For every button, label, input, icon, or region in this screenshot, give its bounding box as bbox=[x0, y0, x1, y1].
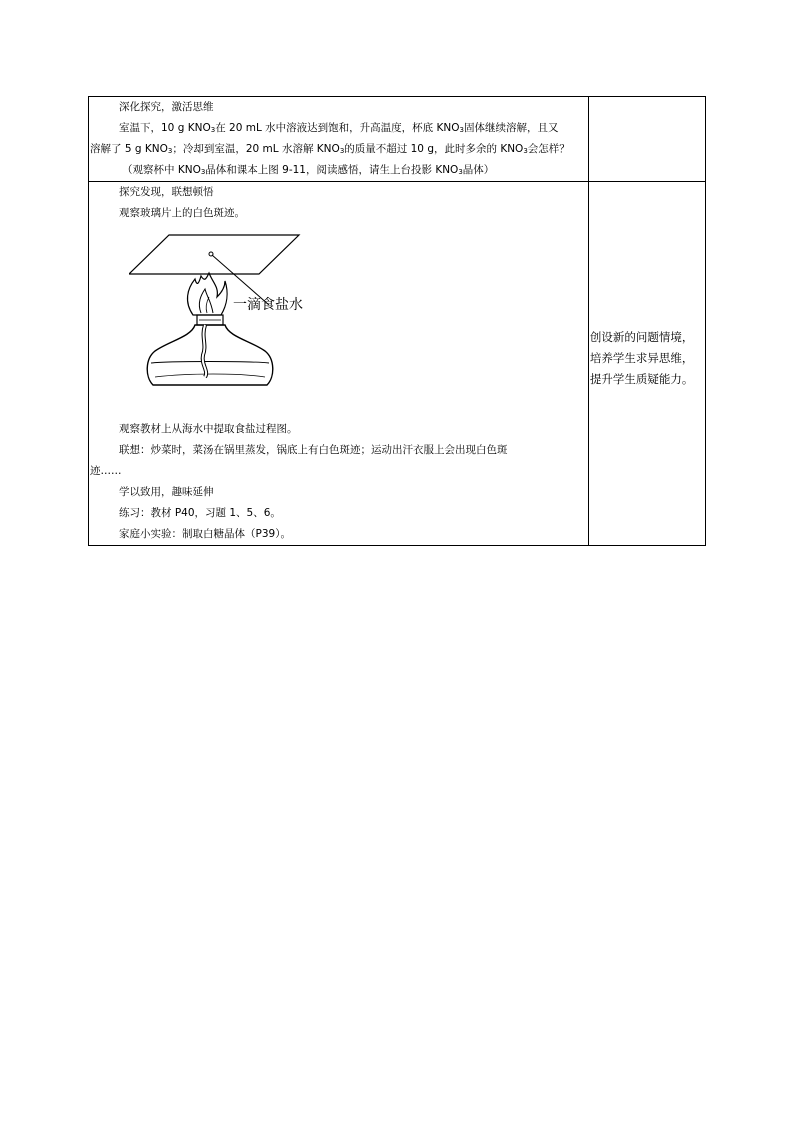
activity-cell bbox=[89, 182, 589, 546]
design-note: 创设新的问题情境，培养学生求异思维，提升学生质疑能力。 bbox=[589, 330, 694, 386]
evaporation-diagram bbox=[129, 227, 369, 392]
lesson-table bbox=[88, 96, 706, 546]
paragraph-line: 室温下，10 g $KNO_3$在 20 mL 水中溶液达到饱和，升高温度，杯底 $KNO_3$固体继续溶解，且又 bbox=[119, 122, 559, 134]
paragraph-line: 练习：教材 P40，习题 1、5、6。 bbox=[119, 507, 281, 519]
note-cell bbox=[588, 97, 705, 182]
paragraph-line: 溶解了 5 g $KNO_3$；冷却到室温，20 mL 水溶解 $KNO_3$的质量不超过 10 g，此时多余的 $KNO_3$会怎样？ bbox=[90, 143, 570, 155]
paragraph-line: 联想：炒菜时，菜汤在锅里蒸发，锅底上有白色斑迹；运动出汗衣服上会出现白色斑 bbox=[119, 444, 508, 456]
paragraph-line: （观察杯中 $KNO_3$晶体和课本上图 9-11，阅读感悟，请生上台投影 $KNO_3$晶体） bbox=[122, 164, 495, 176]
glass-plate bbox=[129, 235, 299, 274]
table-row bbox=[89, 182, 706, 546]
alcohol-level bbox=[151, 362, 269, 364]
paragraph-line: 观察教材上从海水中提取食盐过程图。 bbox=[119, 423, 298, 435]
table-row bbox=[89, 97, 706, 182]
activity-cell bbox=[89, 97, 589, 182]
paragraph-line: 观察玻璃片上的白色斑迹。 bbox=[119, 207, 245, 219]
paragraph-line: 家庭小实验：制取白糖晶体（P39）。 bbox=[119, 528, 291, 540]
paragraph-line: 迹…… bbox=[90, 465, 122, 477]
alcohol-lamp-figure bbox=[89, 224, 588, 419]
flame bbox=[187, 273, 227, 315]
figure-label: 一滴食盐水 bbox=[233, 297, 303, 313]
section-heading: 学以致用，趣味延伸 bbox=[119, 486, 214, 498]
note-cell bbox=[588, 182, 705, 546]
section-heading: 深化探究，激活思维 bbox=[119, 101, 214, 113]
section-heading: 探究发现，联想顿悟 bbox=[119, 186, 214, 198]
